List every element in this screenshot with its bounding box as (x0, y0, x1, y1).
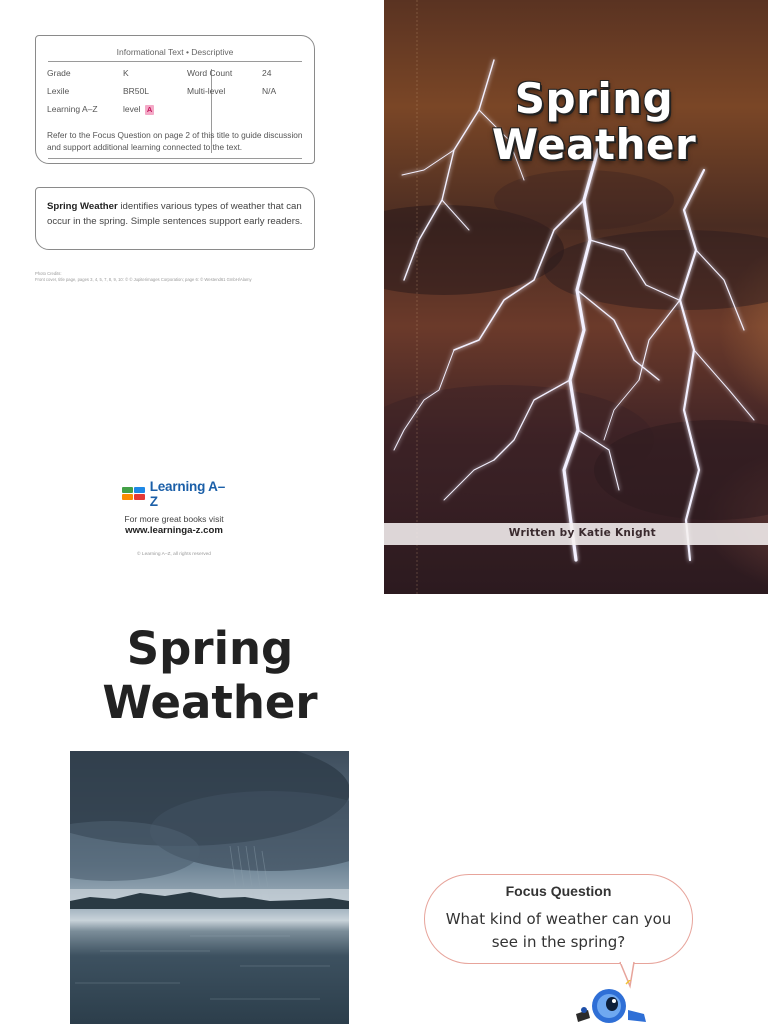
title-line1: Spring (126, 622, 294, 675)
author-byline: Written by Katie Knight (508, 527, 656, 539)
logo-mark-icon (122, 487, 146, 501)
focus-question-text: What kind of weather can you see in the spring? (445, 910, 672, 951)
photo-credits-heading: Photo Credits: (35, 271, 62, 276)
level-field (123, 104, 154, 115)
multilevel-label: Multi-level (187, 86, 226, 96)
laz-label: Learning A–Z (47, 104, 98, 114)
visit-block (104, 513, 244, 537)
level-badge: A (146, 105, 153, 114)
multilevel-value: N/A (262, 86, 277, 96)
cover-title-line1: Spring (514, 74, 674, 123)
word-count-value: 24 (262, 68, 272, 78)
book-info-card (35, 35, 315, 164)
sea-storm-photo (70, 751, 349, 1024)
robot-mascot-icon (566, 980, 656, 1024)
summary-title: Spring Weather (47, 201, 118, 212)
logo-text: Learning A–Z (149, 479, 226, 509)
byline-strip (384, 523, 768, 545)
focus-question-heading: Focus Question (505, 883, 612, 899)
level-label: level (123, 104, 141, 114)
divider (48, 61, 302, 62)
photo-credits-text: Front cover, title page, pages 3, 4, 5, 7, 8, 9, 10: © © Jupiterimages Corporation; page 6: © Westend61 GmbH/Alamy (35, 276, 252, 282)
word-count-label: Word Count (187, 68, 233, 78)
genre-label: Informational Text • Descriptive (116, 47, 234, 57)
cover-title-line2: Weather (491, 120, 697, 169)
title-line2: Weather (102, 676, 318, 729)
sea-storm-illustration (70, 751, 349, 1024)
summary-text (47, 199, 305, 229)
learning-az-logo[interactable] (122, 479, 232, 509)
title-page-heading (60, 622, 360, 730)
grade-value: K (123, 68, 129, 78)
lexile-label: Lexile (47, 86, 70, 96)
photo-credits (35, 271, 335, 282)
copyright-text: © Learning A–Z, all rights reserved (137, 552, 211, 557)
website-link[interactable]: www.learninga-z.com (125, 525, 223, 536)
cover-title (479, 76, 709, 168)
lexile-value: BR50L (123, 86, 149, 96)
focus-reference-text: Refer to the Focus Question on page 2 of this title to guide discussion and support additional learning connected to the text. (47, 130, 303, 152)
visit-text: For more great books visit (124, 514, 224, 524)
front-cover (384, 0, 768, 594)
grade-label: Grade (47, 68, 71, 78)
focus-question-bubble (424, 874, 693, 964)
summary-body: identifies various types of weather that can occur in the spring. Simple sentences support early readers. (47, 201, 303, 227)
summary-card (35, 187, 315, 250)
divider (48, 158, 302, 159)
